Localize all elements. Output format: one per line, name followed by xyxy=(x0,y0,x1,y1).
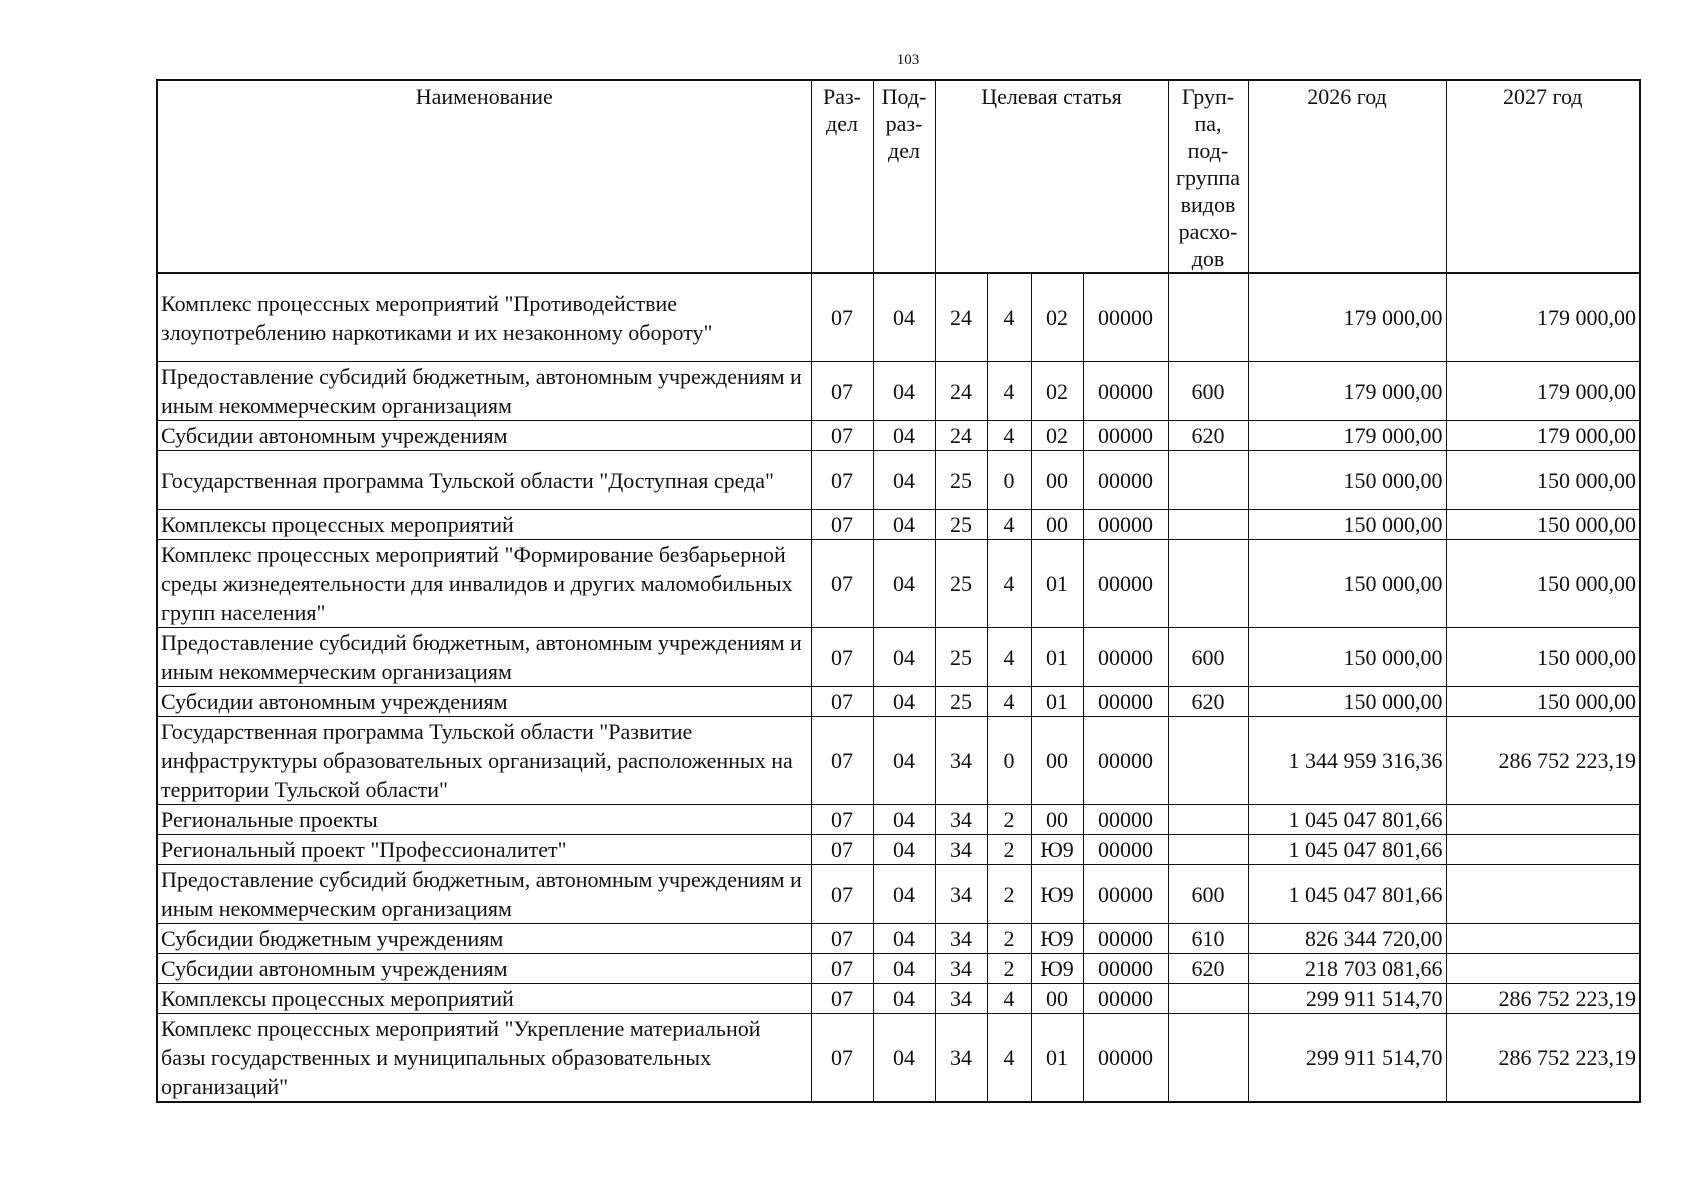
cell-target-program: 34 xyxy=(935,954,987,984)
cell-amount-2026: 150 000,00 xyxy=(1248,540,1446,628)
cell-target-direction: 00000 xyxy=(1083,421,1168,451)
table-row xyxy=(157,954,1640,984)
cell-razdel: 07 xyxy=(811,835,873,865)
cell-target-type: 4 xyxy=(987,510,1031,540)
table-row xyxy=(157,687,1640,717)
cell-target-subprogram: 00 xyxy=(1031,805,1083,835)
cell-razdel: 07 xyxy=(811,954,873,984)
cell-razdel: 07 xyxy=(811,717,873,805)
cell-name: Субсидии автономным учреждениям xyxy=(157,687,811,717)
cell-amount-2026: 150 000,00 xyxy=(1248,451,1446,510)
cell-target-type: 0 xyxy=(987,717,1031,805)
cell-amount-2026: 826 344 720,00 xyxy=(1248,924,1446,954)
cell-razdel: 07 xyxy=(811,805,873,835)
cell-podrazdel: 04 xyxy=(873,805,935,835)
cell-amount-2027: 179 000,00 xyxy=(1446,421,1640,451)
cell-razdel: 07 xyxy=(811,865,873,924)
cell-target-direction: 00000 xyxy=(1083,451,1168,510)
cell-amount-2027 xyxy=(1446,805,1640,835)
cell-target-direction: 00000 xyxy=(1083,628,1168,687)
cell-expense-group xyxy=(1168,273,1248,362)
cell-podrazdel: 04 xyxy=(873,924,935,954)
cell-expense-group: 610 xyxy=(1168,924,1248,954)
cell-target-direction: 00000 xyxy=(1083,362,1168,421)
cell-podrazdel: 04 xyxy=(873,510,935,540)
cell-target-type: 4 xyxy=(987,273,1031,362)
table-row xyxy=(157,362,1640,421)
cell-expense-group: 600 xyxy=(1168,865,1248,924)
cell-podrazdel: 04 xyxy=(873,687,935,717)
cell-razdel: 07 xyxy=(811,1014,873,1103)
cell-razdel: 07 xyxy=(811,421,873,451)
page-number: 103 xyxy=(896,52,920,68)
cell-amount-2026: 179 000,00 xyxy=(1248,421,1446,451)
cell-target-subprogram: 00 xyxy=(1031,717,1083,805)
cell-amount-2026: 1 045 047 801,66 xyxy=(1248,805,1446,835)
cell-razdel: 07 xyxy=(811,362,873,421)
cell-podrazdel: 04 xyxy=(873,273,935,362)
cell-target-type: 4 xyxy=(987,540,1031,628)
cell-amount-2027: 150 000,00 xyxy=(1446,510,1640,540)
cell-amount-2026: 179 000,00 xyxy=(1248,273,1446,362)
cell-name: Субсидии автономным учреждениям xyxy=(157,954,811,984)
cell-amount-2027: 286 752 223,19 xyxy=(1446,984,1640,1014)
header-2026: 2026 год xyxy=(1248,80,1446,273)
cell-target-direction: 00000 xyxy=(1083,687,1168,717)
cell-name: Комплекс процессных мероприятий "Укрепление материальной базы государственных и муниципальных образовательных организаций" xyxy=(157,1014,811,1103)
cell-razdel: 07 xyxy=(811,628,873,687)
cell-amount-2026: 179 000,00 xyxy=(1248,362,1446,421)
cell-expense-group xyxy=(1168,510,1248,540)
cell-target-direction: 00000 xyxy=(1083,865,1168,924)
header-2027: 2027 год xyxy=(1446,80,1640,273)
cell-target-type: 2 xyxy=(987,954,1031,984)
cell-target-subprogram: 00 xyxy=(1031,451,1083,510)
cell-target-subprogram: Ю9 xyxy=(1031,835,1083,865)
cell-name: Предоставление субсидий бюджетным, автономным учреждениям и иным некоммерческим организациям xyxy=(157,362,811,421)
cell-target-type: 2 xyxy=(987,924,1031,954)
table-header-row xyxy=(157,80,1640,273)
cell-name: Государственная программа Тульской области "Развитие инфраструктуры образовательных организаций, расположенных на территории Тульской области" xyxy=(157,717,811,805)
cell-razdel: 07 xyxy=(811,510,873,540)
cell-amount-2026: 150 000,00 xyxy=(1248,687,1446,717)
cell-target-type: 4 xyxy=(987,1014,1031,1103)
cell-target-subprogram: Ю9 xyxy=(1031,924,1083,954)
cell-amount-2027 xyxy=(1446,924,1640,954)
cell-target-program: 25 xyxy=(935,628,987,687)
cell-amount-2027 xyxy=(1446,954,1640,984)
budget-table xyxy=(156,79,1641,1103)
cell-target-program: 25 xyxy=(935,540,987,628)
cell-amount-2027: 150 000,00 xyxy=(1446,451,1640,510)
cell-amount-2026: 1 344 959 316,36 xyxy=(1248,717,1446,805)
header-expense-group-text: Груп- па, под- группа видов расхо- дов xyxy=(1175,84,1241,271)
cell-target-direction: 00000 xyxy=(1083,1014,1168,1103)
cell-target-type: 4 xyxy=(987,984,1031,1014)
cell-podrazdel: 04 xyxy=(873,717,935,805)
cell-amount-2026: 299 911 514,70 xyxy=(1248,984,1446,1014)
cell-amount-2026: 1 045 047 801,66 xyxy=(1248,835,1446,865)
cell-target-subprogram: Ю9 xyxy=(1031,954,1083,984)
cell-name: Комплекс процессных мероприятий "Формирование безбарьерной среды жизнедеятельности для инвалидов и других маломобильных групп населения" xyxy=(157,540,811,628)
table-row xyxy=(157,421,1640,451)
header-target-article: Целевая статья xyxy=(935,80,1168,273)
cell-target-direction: 00000 xyxy=(1083,954,1168,984)
cell-target-direction: 00000 xyxy=(1083,805,1168,835)
table-row xyxy=(157,835,1640,865)
table-row xyxy=(157,984,1640,1014)
cell-podrazdel: 04 xyxy=(873,1014,935,1103)
cell-target-type: 2 xyxy=(987,805,1031,835)
cell-target-type: 4 xyxy=(987,362,1031,421)
cell-expense-group xyxy=(1168,805,1248,835)
cell-expense-group: 620 xyxy=(1168,687,1248,717)
cell-target-subprogram: 02 xyxy=(1031,362,1083,421)
cell-podrazdel: 04 xyxy=(873,628,935,687)
cell-target-program: 34 xyxy=(935,1014,987,1103)
cell-amount-2027: 286 752 223,19 xyxy=(1446,1014,1640,1103)
cell-target-program: 34 xyxy=(935,924,987,954)
header-podrazdel-text: Под- раз- дел xyxy=(881,84,927,163)
cell-podrazdel: 04 xyxy=(873,421,935,451)
cell-razdel: 07 xyxy=(811,984,873,1014)
cell-name: Предоставление субсидий бюджетным, автономным учреждениям и иным некоммерческим организациям xyxy=(157,865,811,924)
cell-target-program: 24 xyxy=(935,421,987,451)
cell-name: Комплекс процессных мероприятий "Противодействие злоупотреблению наркотиками и их незаконному обороту" xyxy=(157,273,811,362)
cell-target-program: 24 xyxy=(935,362,987,421)
cell-name: Субсидии бюджетным учреждениям xyxy=(157,924,811,954)
cell-target-direction: 00000 xyxy=(1083,273,1168,362)
cell-amount-2027: 179 000,00 xyxy=(1446,362,1640,421)
cell-target-program: 34 xyxy=(935,865,987,924)
header-expense-group xyxy=(1168,80,1248,273)
cell-target-subprogram: 00 xyxy=(1031,510,1083,540)
cell-amount-2027 xyxy=(1446,835,1640,865)
table-row xyxy=(157,805,1640,835)
header-razdel-text: Раз- дел xyxy=(822,84,862,136)
cell-amount-2027: 150 000,00 xyxy=(1446,628,1640,687)
table-row xyxy=(157,1014,1640,1103)
cell-name: Региональные проекты xyxy=(157,805,811,835)
cell-podrazdel: 04 xyxy=(873,362,935,421)
cell-expense-group: 620 xyxy=(1168,954,1248,984)
cell-expense-group xyxy=(1168,984,1248,1014)
cell-target-type: 4 xyxy=(987,628,1031,687)
cell-target-subprogram: 02 xyxy=(1031,273,1083,362)
cell-target-program: 25 xyxy=(935,451,987,510)
cell-expense-group xyxy=(1168,717,1248,805)
cell-expense-group xyxy=(1168,835,1248,865)
table-row xyxy=(157,865,1640,924)
cell-podrazdel: 04 xyxy=(873,540,935,628)
cell-amount-2026: 1 045 047 801,66 xyxy=(1248,865,1446,924)
cell-target-direction: 00000 xyxy=(1083,510,1168,540)
cell-target-direction: 00000 xyxy=(1083,984,1168,1014)
cell-podrazdel: 04 xyxy=(873,954,935,984)
cell-target-program: 24 xyxy=(935,273,987,362)
cell-target-program: 25 xyxy=(935,510,987,540)
cell-target-subprogram: Ю9 xyxy=(1031,865,1083,924)
cell-target-subprogram: 00 xyxy=(1031,984,1083,1014)
cell-expense-group xyxy=(1168,1014,1248,1103)
cell-target-direction: 00000 xyxy=(1083,924,1168,954)
cell-podrazdel: 04 xyxy=(873,984,935,1014)
cell-target-subprogram: 01 xyxy=(1031,1014,1083,1103)
cell-razdel: 07 xyxy=(811,540,873,628)
cell-name: Субсидии автономным учреждениям xyxy=(157,421,811,451)
cell-razdel: 07 xyxy=(811,687,873,717)
cell-name: Комплексы процессных мероприятий xyxy=(157,510,811,540)
cell-podrazdel: 04 xyxy=(873,451,935,510)
cell-amount-2027 xyxy=(1446,865,1640,924)
cell-expense-group xyxy=(1168,540,1248,628)
cell-target-program: 34 xyxy=(935,835,987,865)
cell-amount-2026: 218 703 081,66 xyxy=(1248,954,1446,984)
table-row xyxy=(157,717,1640,805)
cell-expense-group: 620 xyxy=(1168,421,1248,451)
cell-amount-2027: 179 000,00 xyxy=(1446,273,1640,362)
cell-target-type: 2 xyxy=(987,835,1031,865)
header-name: Наименование xyxy=(157,80,811,273)
cell-amount-2027: 150 000,00 xyxy=(1446,687,1640,717)
table-row xyxy=(157,540,1640,628)
cell-target-program: 25 xyxy=(935,687,987,717)
table-row xyxy=(157,273,1640,362)
cell-target-direction: 00000 xyxy=(1083,717,1168,805)
table-row xyxy=(157,451,1640,510)
header-razdel xyxy=(811,80,873,273)
cell-target-program: 34 xyxy=(935,984,987,1014)
cell-target-type: 0 xyxy=(987,451,1031,510)
cell-target-direction: 00000 xyxy=(1083,835,1168,865)
cell-target-subprogram: 01 xyxy=(1031,687,1083,717)
cell-target-subprogram: 02 xyxy=(1031,421,1083,451)
cell-target-direction: 00000 xyxy=(1083,540,1168,628)
cell-expense-group: 600 xyxy=(1168,362,1248,421)
cell-target-type: 4 xyxy=(987,687,1031,717)
cell-amount-2026: 150 000,00 xyxy=(1248,510,1446,540)
cell-name: Комплексы процессных мероприятий xyxy=(157,984,811,1014)
cell-podrazdel: 04 xyxy=(873,835,935,865)
cell-target-program: 34 xyxy=(935,717,987,805)
cell-target-program: 34 xyxy=(935,805,987,835)
table-row xyxy=(157,510,1640,540)
cell-razdel: 07 xyxy=(811,273,873,362)
cell-target-subprogram: 01 xyxy=(1031,628,1083,687)
cell-expense-group xyxy=(1168,451,1248,510)
cell-razdel: 07 xyxy=(811,924,873,954)
table-row xyxy=(157,924,1640,954)
cell-expense-group: 600 xyxy=(1168,628,1248,687)
cell-podrazdel: 04 xyxy=(873,865,935,924)
cell-target-type: 2 xyxy=(987,865,1031,924)
cell-name: Предоставление субсидий бюджетным, автономным учреждениям и иным некоммерческим организациям xyxy=(157,628,811,687)
cell-razdel: 07 xyxy=(811,451,873,510)
cell-target-type: 4 xyxy=(987,421,1031,451)
cell-amount-2026: 299 911 514,70 xyxy=(1248,1014,1446,1103)
cell-target-subprogram: 01 xyxy=(1031,540,1083,628)
cell-name: Государственная программа Тульской области "Доступная среда" xyxy=(157,451,811,510)
cell-name: Региональный проект "Профессионалитет" xyxy=(157,835,811,865)
table-row xyxy=(157,628,1640,687)
header-podrazdel xyxy=(873,80,935,273)
cell-amount-2027: 150 000,00 xyxy=(1446,540,1640,628)
cell-amount-2027: 286 752 223,19 xyxy=(1446,717,1640,805)
cell-amount-2026: 150 000,00 xyxy=(1248,628,1446,687)
